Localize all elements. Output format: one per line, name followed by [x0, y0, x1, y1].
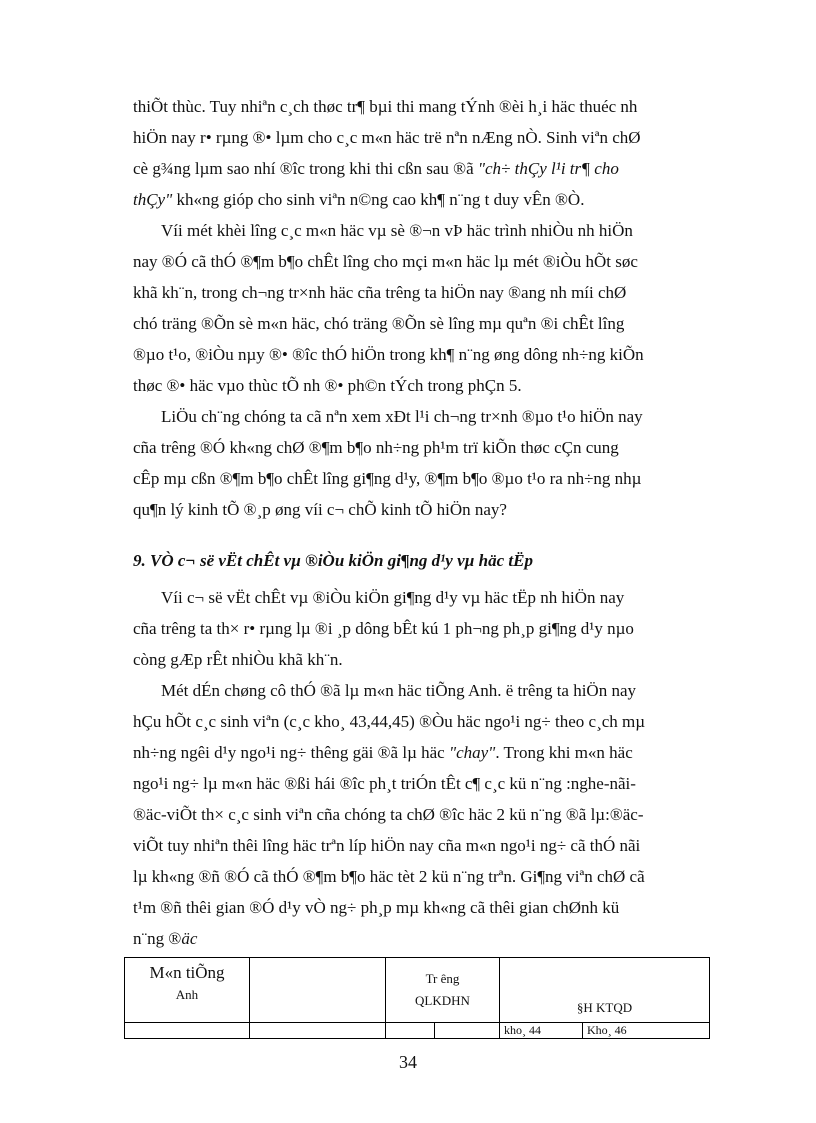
- school-label-line1: Tr êng: [425, 971, 460, 986]
- university-cell: §H KTQD: [500, 958, 710, 1023]
- italic-text: "ch÷ thÇy l¹i tr¶ cho: [477, 159, 619, 178]
- text-run: cÊp mµ cßn ®¶m b¶o chÊt lîng gi¶ng d¹y, ®¶m b¶o ®µo t¹o ra nh÷ng nhµ: [133, 469, 642, 488]
- blank-cell: [250, 958, 386, 1023]
- text-line: [133, 184, 723, 215]
- text-line: [133, 892, 723, 923]
- text-run: cña trêng ta th× r• rµng lµ ®i ¸p dông bÊt kú 1 ph¬ng ph¸p gi¶ng d¹y nµo: [133, 619, 634, 638]
- text-run: thiÕt thùc. Tuy nhiªn c¸ch thøc tr¶ bµi thi mang tÝnh ®èi h¸i häc thuéc nh: [133, 97, 638, 116]
- text-run: . Trong khi m«n häc: [495, 743, 633, 762]
- section-heading: 9. VÒ c¬ së vËt chÊt vµ ®iÒu kiÖn gi¶ng d¹y vµ häc tËp: [133, 551, 533, 570]
- text-run: thøc ®• häc vµo thùc tÕ nh ®• ph©n tÝch trong phÇn 5.: [133, 376, 522, 395]
- text-line: [133, 861, 723, 892]
- text-line: [133, 215, 723, 246]
- italic-text: thÇy": [133, 190, 173, 209]
- text-run: cña trêng ®Ó kh«ng chØ ®¶m b¶o nh÷ng ph¹m trï kiÕn thøc cÇn cung: [133, 438, 619, 457]
- text-line: [133, 799, 723, 830]
- text-run: kh«ng gióp cho sinh viªn n©ng cao kh¶ n¨ng t duy vÊn ®Ò.: [172, 190, 585, 209]
- text-run: n¨ng ®: [133, 929, 182, 948]
- text-line: [133, 122, 723, 153]
- text-line: [133, 830, 723, 861]
- text-line: [133, 308, 723, 339]
- italic-text: äc: [181, 929, 198, 948]
- paragraph-2: [133, 215, 723, 401]
- sub-blank-cell-4: [435, 1023, 500, 1039]
- text-run: Mét dÉn chøng cô thÓ ®ã lµ m«n häc tiÕng Anh. ë trêng ta hiÖn nay: [161, 681, 637, 700]
- paragraph-3: [133, 401, 723, 525]
- text-line: [133, 277, 723, 308]
- paragraph-5: [133, 675, 723, 954]
- text-line: [133, 432, 723, 463]
- text-run: Víi mét khèi lîng c¸c m«n häc vµ sè ®¬n vÞ häc trình nhiÒu nh hiÖn: [161, 221, 633, 240]
- subject-label-line2: Anh: [175, 987, 199, 1002]
- text-line: [133, 339, 723, 370]
- text-line: [133, 153, 723, 184]
- text-run: hiÖn nay r• rµng ®• lµm cho c¸c m«n häc trë nªn nÆng nÒ. Sinh viªn chØ: [133, 128, 641, 147]
- text-run: qu¶n lý kinh tÕ ®¸p øng víi c¬ chÕ kinh tÕ hiÖn nay?: [133, 500, 507, 519]
- text-line: [133, 494, 723, 525]
- cohort-44-cell: kho¸ 44: [500, 1023, 583, 1039]
- text-run: hÇu hÕt c¸c sinh viªn (c¸c kho¸ 43,44,45) ®Òu häc ngo¹i ng÷ theo c¸ch mµ: [133, 712, 646, 731]
- italic-text: "chay": [448, 743, 496, 762]
- text-line: [133, 91, 723, 122]
- sub-blank-cell-3: [386, 1023, 435, 1039]
- school-label-line2: QLKDHN: [415, 993, 470, 1008]
- school-cell: [386, 958, 500, 1023]
- text-run: Víi c¬ së vËt chÊt vµ ®iÒu kiÖn gi¶ng d¹y vµ häc tËp nh hiÖn nay: [161, 588, 625, 607]
- text-run: t¹m ®ñ thêi gian ®Ó d¹y vÒ ng÷ ph¸p mµ kh«ng cã thêi gian chØnh kü: [133, 898, 620, 917]
- text-run: viÕt tuy nhiªn thêi lîng häc trªn líp hiÖn nay cña m«n ngo¹i ng÷ cã thÓ nãi: [133, 836, 641, 855]
- text-line: [133, 737, 723, 768]
- text-run: ®äc-viÕt th× c¸c sinh viªn cña chóng ta chØ ®îc häc 2 kü n¨ng ®ã lµ:®äc-: [133, 805, 644, 824]
- text-run: lµ kh«ng ®ñ ®Ó cã thÓ ®¶m b¶o häc tèt 2 kü n¨ng trªn. Gi¶ng viªn chØ cã: [133, 867, 645, 886]
- text-line: [133, 644, 723, 675]
- text-run: còng gÆp rÊt nhiÒu khã kh¨n.: [133, 650, 343, 669]
- text-line: [133, 675, 723, 706]
- text-line: [133, 923, 723, 954]
- table-header-row: [125, 958, 710, 1023]
- text-line: [133, 613, 723, 644]
- cohort-46-cell: Kho¸ 46: [583, 1023, 710, 1039]
- paragraph-1: [133, 91, 723, 215]
- text-run: ®µo t¹o, ®iÒu nµy ®• ®îc thÓ hiÖn trong kh¶ n¨ng øng dông nh÷ng kiÕn: [133, 345, 644, 364]
- sub-blank-cell-1: [125, 1023, 250, 1039]
- text-line: [133, 463, 723, 494]
- text-run: khã kh¨n, trong ch¬ng tr×nh häc cña trêng ta hiÖn nay ®ang nh míi chØ: [133, 283, 627, 302]
- text-run: ngo¹i ng÷ lµ m«n häc ®ßi hái ®îc ph¸t triÓn tÊt c¶ c¸c kü n¨ng :nghe-nãi-: [133, 774, 636, 793]
- text-run: LiÖu ch¨ng chóng ta cã nªn xem xÐt l¹i ch¬ng tr×nh ®µo t¹o hiÖn nay: [161, 407, 643, 426]
- comparison-table: [124, 957, 710, 1039]
- text-line: [133, 246, 723, 277]
- subject-label-line1: M«n tiÕng: [149, 963, 225, 982]
- text-line: [133, 370, 723, 401]
- text-run: cè g¾ng lµm sao nhí ®îc trong khi thi cßn sau ®ã: [133, 159, 478, 178]
- text-line: [133, 401, 723, 432]
- page-number: 34: [399, 1052, 417, 1072]
- table-sub-row: [125, 1023, 710, 1039]
- text-run: chó träng ®Õn sè m«n häc, chó träng ®Õn sè lîng mµ quªn ®i chÊt lîng: [133, 314, 625, 333]
- text-line: [133, 582, 723, 613]
- text-run: nay ®Ó cã thÓ ®¶m b¶o chÊt lîng cho mçi m«n häc lµ mét ®iÒu hÕt søc: [133, 252, 638, 271]
- sub-blank-cell-2: [250, 1023, 386, 1039]
- text-line: [133, 768, 723, 799]
- text-line: [133, 706, 723, 737]
- subject-cell: [125, 958, 250, 1023]
- paragraph-4: [133, 582, 723, 675]
- text-run: nh÷ng ngêi d¹y ngo¹i ng÷ thêng gäi ®ã lµ häc: [133, 743, 449, 762]
